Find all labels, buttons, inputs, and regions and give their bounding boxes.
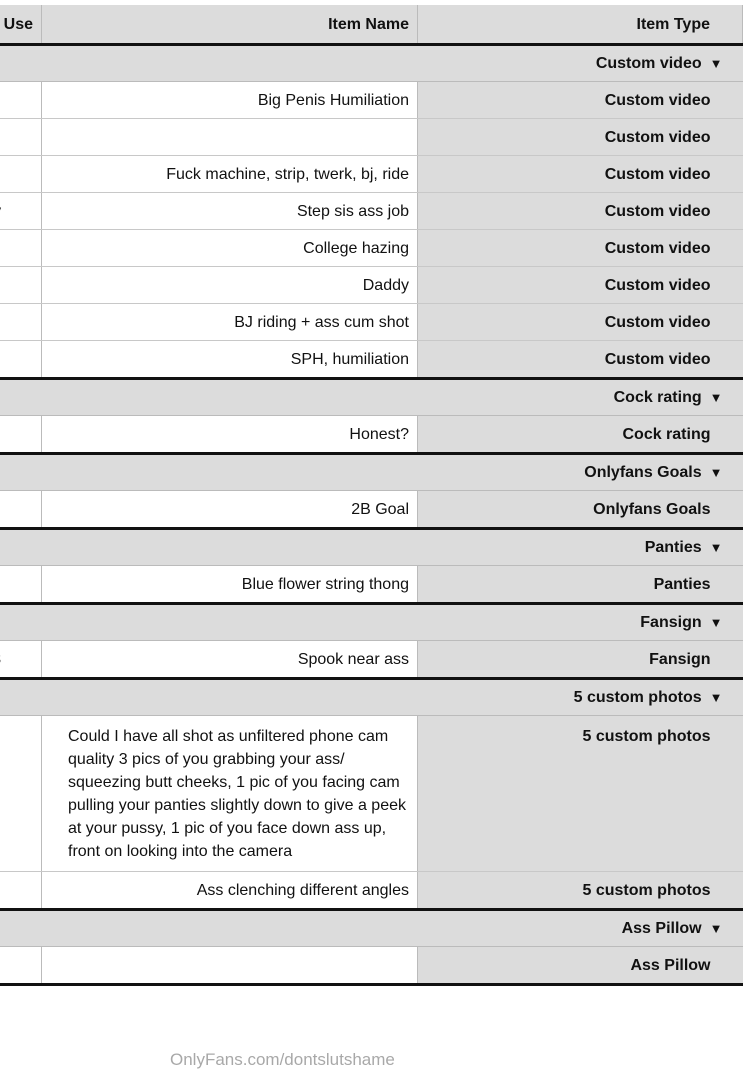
user-cell [0,947,42,985]
group-row-cock-rating[interactable] [0,379,743,416]
column-header-user[interactable]: Use [0,5,42,45]
item-type-cell: Custom video [418,341,743,379]
item-type-cell: Ass Pillow [418,947,743,985]
item-type-cell: Custom video [418,156,743,193]
table-row[interactable] [0,119,743,156]
item-type-cell: Custom video [418,119,743,156]
table-row[interactable] [0,491,743,529]
group-row-panties[interactable] [0,529,743,566]
user-cell [0,119,42,156]
item-name-cell: 2B Goal [42,491,418,529]
group-label: Ass Pillow [621,920,702,937]
item-name-cell: BJ riding + ass cum shot [42,304,418,341]
group-label: Cock rating [613,389,702,406]
table-row[interactable] [0,872,743,910]
group-row-fansign[interactable] [0,604,743,641]
user-cell [0,230,42,267]
item-name-cell: Big Penis Humiliation [42,82,418,119]
item-name-cell: SPH, humiliation [42,341,418,379]
table-row[interactable] [0,230,743,267]
item-name-cell: Honest? [42,416,418,454]
item-name-cell: College hazing [42,230,418,267]
item-type-cell: Custom video [418,82,743,119]
group-row-ass-pillow[interactable] [0,910,743,947]
item-name-cell: Step sis ass job [42,193,418,230]
collapse-triangle-icon[interactable]: ▼ [709,465,723,480]
table-row[interactable] [0,193,743,230]
user-cell [0,267,42,304]
collapse-triangle-icon[interactable]: ▼ [709,540,723,555]
column-header-item-type[interactable]: Item Type [418,5,743,45]
group-label: Fansign [640,614,702,631]
group-row-5-custom-photos[interactable] [0,679,743,716]
item-name-cell: Daddy [42,267,418,304]
header-row [0,5,743,45]
table-row[interactable] [0,641,743,679]
item-type-cell: Custom video [418,230,743,267]
table-row[interactable] [0,82,743,119]
orders-table [0,5,743,986]
item-type-cell: Custom video [418,267,743,304]
item-name-cell: Fuck machine, strip, twerk, bj, ride [42,156,418,193]
user-cell [0,641,42,679]
user-cell [0,82,42,119]
item-name-cell [42,947,418,985]
group-row-onlyfans-goals[interactable] [0,454,743,491]
item-type-cell: Custom video [418,193,743,230]
user-cell [0,716,42,872]
item-name-cell [42,119,418,156]
user-cell [0,341,42,379]
item-type-cell: Cock rating [418,416,743,454]
collapse-triangle-icon[interactable]: ▼ [709,615,723,630]
collapse-triangle-icon[interactable]: ▼ [709,690,723,705]
column-header-item-name[interactable]: Item Name [42,5,418,45]
item-type-cell: Custom video [418,304,743,341]
table-row[interactable] [0,566,743,604]
user-cell [0,491,42,529]
item-name-cell: Ass clenching different angles [42,872,418,910]
user-cell [0,872,42,910]
table-row[interactable] [0,416,743,454]
table-row[interactable] [0,156,743,193]
item-type-cell: 5 custom photos [418,716,743,872]
item-type-cell: Onlyfans Goals [418,491,743,529]
table-row[interactable] [0,716,743,872]
group-label: Onlyfans Goals [584,464,702,481]
table-row[interactable] [0,304,743,341]
table-row[interactable] [0,341,743,379]
group-label: 5 custom photos [573,689,702,706]
table-row[interactable] [0,267,743,304]
item-name-cell: Blue flower string thong [42,566,418,604]
user-cell [0,193,42,230]
user-cell [0,156,42,193]
item-type-cell: Fansign [418,641,743,679]
user-cell [0,416,42,454]
item-type-cell: 5 custom photos [418,872,743,910]
watermark: OnlyFans.com/dontslutshame [170,1050,395,1069]
item-type-cell: Panties [418,566,743,604]
item-name-cell: Spook near ass [42,641,418,679]
collapse-triangle-icon[interactable]: ▼ [709,921,723,936]
group-label: Panties [644,539,702,556]
group-label: Custom video [595,55,702,72]
group-row-custom-video[interactable] [0,45,743,82]
user-cell [0,566,42,604]
collapse-triangle-icon[interactable]: ▼ [709,56,723,71]
table-row[interactable] [0,947,743,985]
user-cell [0,304,42,341]
item-name-cell: Could I have all shot as unfiltered phone cam quality 3 pics of you grabbing your ass/ squeezing butt cheeks, 1 pic of you facing cam pulling your panties slightly down to give a peek at your pussy, 1 pic of you face down ass up, front on looking into the camera [42,716,418,872]
collapse-triangle-icon[interactable]: ▼ [709,390,723,405]
